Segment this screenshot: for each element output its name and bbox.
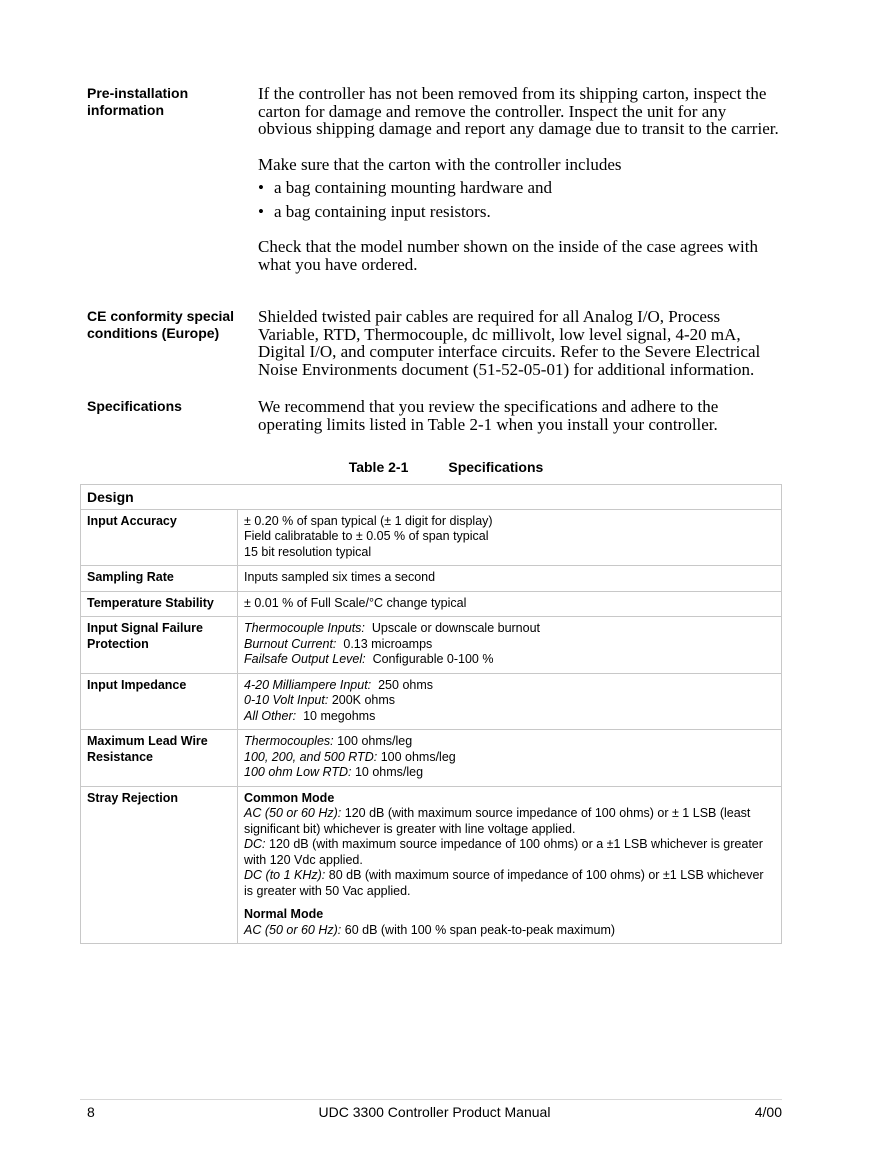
table-header-row [81,485,782,510]
preinstall-bullet-list [258,179,783,220]
table-row [81,566,782,592]
table-caption [0,459,892,475]
table-row [81,509,782,566]
param-sampling-rate: Sampling Rate [81,566,238,592]
param-stray-rejection: Stray Rejection [81,786,238,944]
preinstall-paragraph-1: If the controller has not been removed from its shipping carton, inspect the carton for damage and remove the controller. Inspect the unit for any obvious shipping damage and report any damage due to transit to the carrier. [258,84,779,138]
ce-paragraph: Shielded twisted pair cables are required for all Analog I/O, Process Variable, RTD, Thermocouple, dc millivolt, low level signal, 4-20 mA, Digital I/O, and computer interface circuits. Refer to the Severe Electrical Noise Environments document (51-52-05-01) for additional information. [258,307,761,379]
specifications-table [80,484,782,944]
value-input-signal-failure-protection: Thermocouple Inputs: Upscale or downscale burnout Burnout Current: 0.13 microamps Failsafe Output Level: Configurable 0-100 % [238,617,782,674]
value-sampling-rate: Inputs sampled six times a second [238,566,782,592]
table-row [81,786,782,944]
specs-paragraph: We recommend that you review the specifications and adhere to the operating limits listed in Table 2-1 when you install your controller. [258,397,719,434]
normal-mode-heading: Normal Mode [244,907,324,921]
value-input-accuracy: ± 0.20 % of span typical (± 1 digit for display) Field calibratable to ± 0.05 % of span typical 15 bit resolution typical [238,509,782,566]
value-input-impedance: 4-20 Milliampere Input: 250 ohms 0-10 Volt Input: 200K ohms All Other: 10 megohms [238,673,782,730]
table-row [81,673,782,730]
footer-divider [80,1099,782,1100]
list-item: • a bag containing input resistors. [258,201,491,221]
value-temperature-stability: ± 0.01 % of Full Scale/°C change typical [238,591,782,617]
table-header-design: Design [81,485,782,510]
preinstall-paragraph-3: Check that the model number shown on the inside of the case agrees with what you have ordered. [258,237,758,274]
param-input-signal-failure-protection: Input Signal Failure Protection [81,617,238,674]
value-maximum-lead-wire-resistance: Thermocouples: 100 ohms/leg 100, 200, and 500 RTD: 100 ohms/leg 100 ohm Low RTD: 10 ohms/leg [238,730,782,787]
specs-body [258,398,783,451]
ce-label: CE conformity special conditions (Europe) [87,308,235,341]
param-input-impedance: Input Impedance [81,673,238,730]
common-mode-heading: Common Mode [244,790,335,805]
table-row [81,730,782,787]
specs-label: Specifications [87,398,182,414]
preinstall-paragraph-2: Make sure that the carton with the controller includes [258,154,622,174]
preinstall-body [258,85,783,291]
preinstall-label: Pre-installation information [87,85,189,118]
param-temperature-stability: Temperature Stability [81,591,238,617]
list-item: • a bag containing mounting hardware and [258,178,553,197]
table-title: Specifications [448,459,544,475]
param-maximum-lead-wire-resistance: Maximum Lead Wire Resistance [81,730,238,787]
ce-body [258,308,783,396]
revision-date: 4/00 [754,1104,782,1120]
table-number: Table 2-1 [348,459,409,475]
manual-title: UDC 3300 Controller Product Manual [318,1104,551,1120]
page-number: 8 [87,1104,95,1120]
table-row [81,617,782,674]
value-stray-rejection: Common Mode AC (50 or 60 Hz): 120 dB (with maximum source impedance of 100 ohms) or ± 1 LSB (least significant bit) whichever is greater with line voltage applied. DC: 120 dB (with maximum source impedance of 100 ohms) or a ±1 LSB whichever is greater with 120 Vdc applied. DC (to 1 KHz): 80 dB (with maximum source of impedance of 100 ohms) or ±1 LSB whichever is greater with 50 Vac applied. Normal Mode AC (50 or 60 Hz): 60 dB (with 100 % span peak-to-peak maximum) [238,786,782,944]
table-row [81,591,782,617]
param-input-accuracy: Input Accuracy [81,509,238,566]
